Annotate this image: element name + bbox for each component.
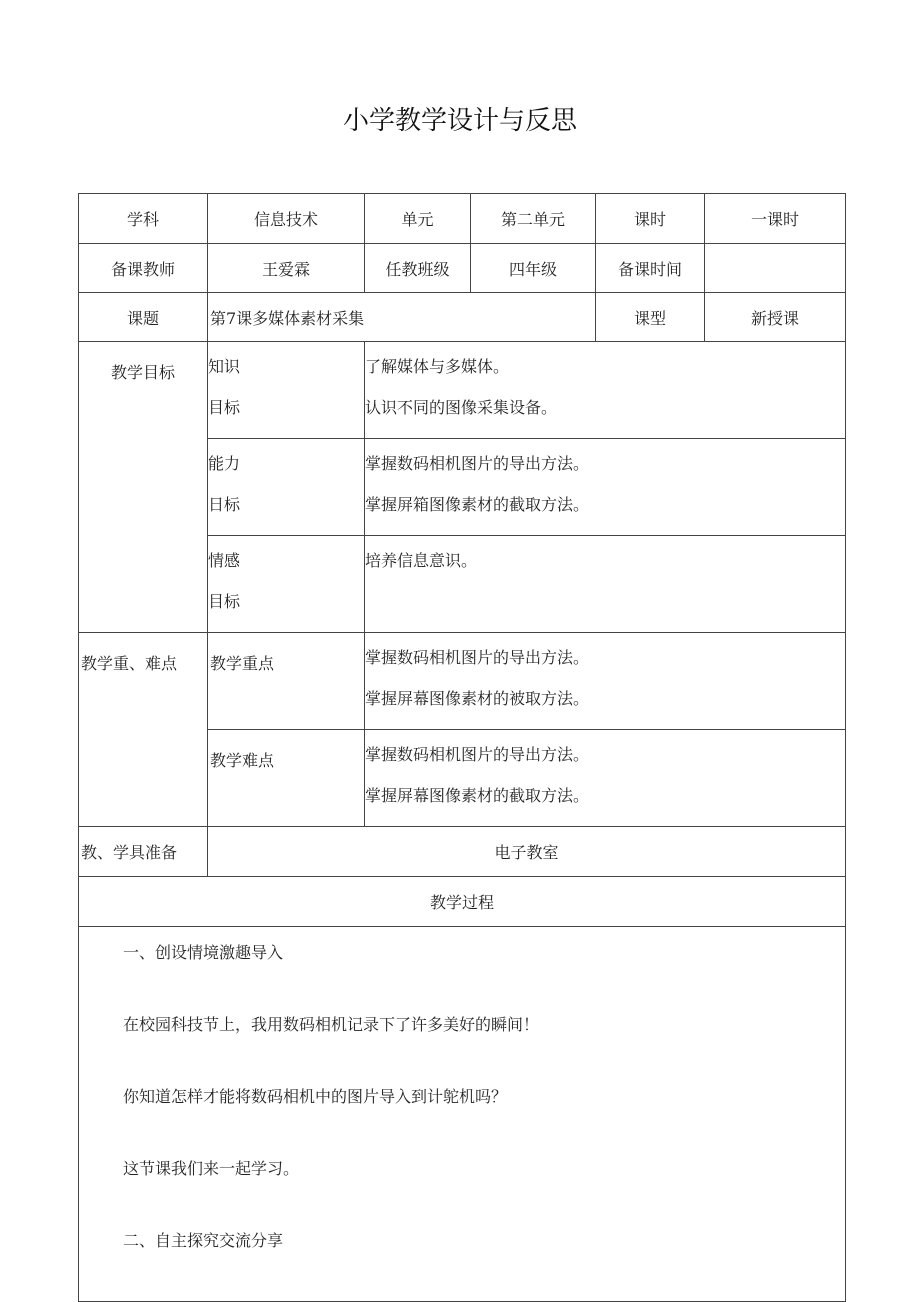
- goal-content-line: 了解媒体与多媒体。: [365, 357, 510, 376]
- class-label: 任教班级: [365, 244, 471, 293]
- process-line: 二、自主探究交流分享: [123, 1231, 284, 1250]
- info-row-teacher: [79, 244, 846, 293]
- period-value: 一课时: [705, 194, 846, 244]
- lesson-plan-table: [78, 193, 846, 1302]
- goal-ability-content: [365, 439, 846, 536]
- prep-row: [79, 827, 846, 877]
- unit-value: 第二单元: [471, 194, 596, 244]
- topic-label: 课题: [79, 293, 208, 342]
- goal-content-line: 掌握屏箱图像素材的截取方法。: [365, 495, 590, 514]
- keypoint-key-content: [365, 633, 846, 730]
- process-header: 教学过程: [79, 877, 846, 927]
- page-title: 小学教学设计与反思: [342, 106, 577, 136]
- unit-label: 单元: [365, 194, 471, 244]
- process-line: 你知道怎样才能将数码相机中的图片导入到计鸵机吗？: [123, 1087, 508, 1106]
- goal-emotion-content: [365, 536, 846, 633]
- goal-label-line: 目标: [208, 398, 241, 417]
- goal-content-line: 培养信息意识。: [365, 551, 478, 570]
- process-body: [79, 927, 846, 1302]
- goal-content-line: 认识不同的图像采集设备。: [365, 398, 558, 417]
- prep-value: 电子教室: [208, 827, 846, 877]
- topic-value: 第7课多媒体素材采集: [208, 293, 596, 342]
- goal-label-line: 能力: [208, 454, 241, 473]
- process-header-row: [79, 877, 846, 927]
- goal-content-line: 掌握数码相机图片的导出方法。: [365, 454, 590, 473]
- info-row-subject: [79, 194, 846, 244]
- prep-time-value: [705, 244, 846, 293]
- class-value: 四年级: [471, 244, 596, 293]
- goal-label-line: 情感: [208, 551, 241, 570]
- prep-label: 教、学具准备: [79, 827, 208, 877]
- keypoint-row-key: [79, 633, 846, 730]
- process-body-row: [79, 927, 846, 1302]
- lesson-type-value: 新授课: [705, 293, 846, 342]
- goal-label-line: 日标: [208, 495, 241, 514]
- goal-knowledge-content: [365, 342, 846, 439]
- goal-row-knowledge: [79, 342, 846, 439]
- keypoint-difficult-content: [365, 730, 846, 827]
- process-line: 一、创设情境激趣导入: [123, 943, 284, 962]
- prep-time-label: 备课时间: [596, 244, 705, 293]
- period-label: 课时: [596, 194, 705, 244]
- teacher-label: 备课教师: [79, 244, 208, 293]
- subject-value: 信息技术: [208, 194, 365, 244]
- keypoint-content-line: 掌握屏幕图像素材的截取方法。: [365, 786, 590, 805]
- keypoints-label: 教学重、难点: [79, 633, 208, 827]
- process-line: 这节课我们来一起学习。: [123, 1159, 300, 1178]
- goal-ability-label: [208, 439, 365, 536]
- goal-label-line: 目标: [208, 592, 241, 611]
- keypoint-content-line: 掌握数码相机图片的导出方法。: [365, 648, 590, 667]
- keypoint-difficult-label: 教学难点: [208, 730, 365, 827]
- goal-emotion-label: [208, 536, 365, 633]
- info-row-topic: [79, 293, 846, 342]
- subject-label: 学科: [79, 194, 208, 244]
- teacher-value: 王爱霖: [208, 244, 365, 293]
- goal-knowledge-label: [208, 342, 365, 439]
- keypoint-content-line: 掌握屏幕图像素材的被取方法。: [365, 689, 590, 708]
- lesson-type-label: 课型: [596, 293, 705, 342]
- keypoint-content-line: 掌握数码相机图片的导出方法。: [365, 745, 590, 764]
- goal-content-line: [365, 591, 845, 632]
- keypoint-key-label: 教学重点: [208, 633, 365, 730]
- process-line: 在校园科技节上，我用数码相机记录下了许多美好的瞬间！: [123, 1015, 540, 1034]
- goal-label-line: 知识: [208, 357, 241, 376]
- goals-label: 教学目标: [79, 342, 208, 633]
